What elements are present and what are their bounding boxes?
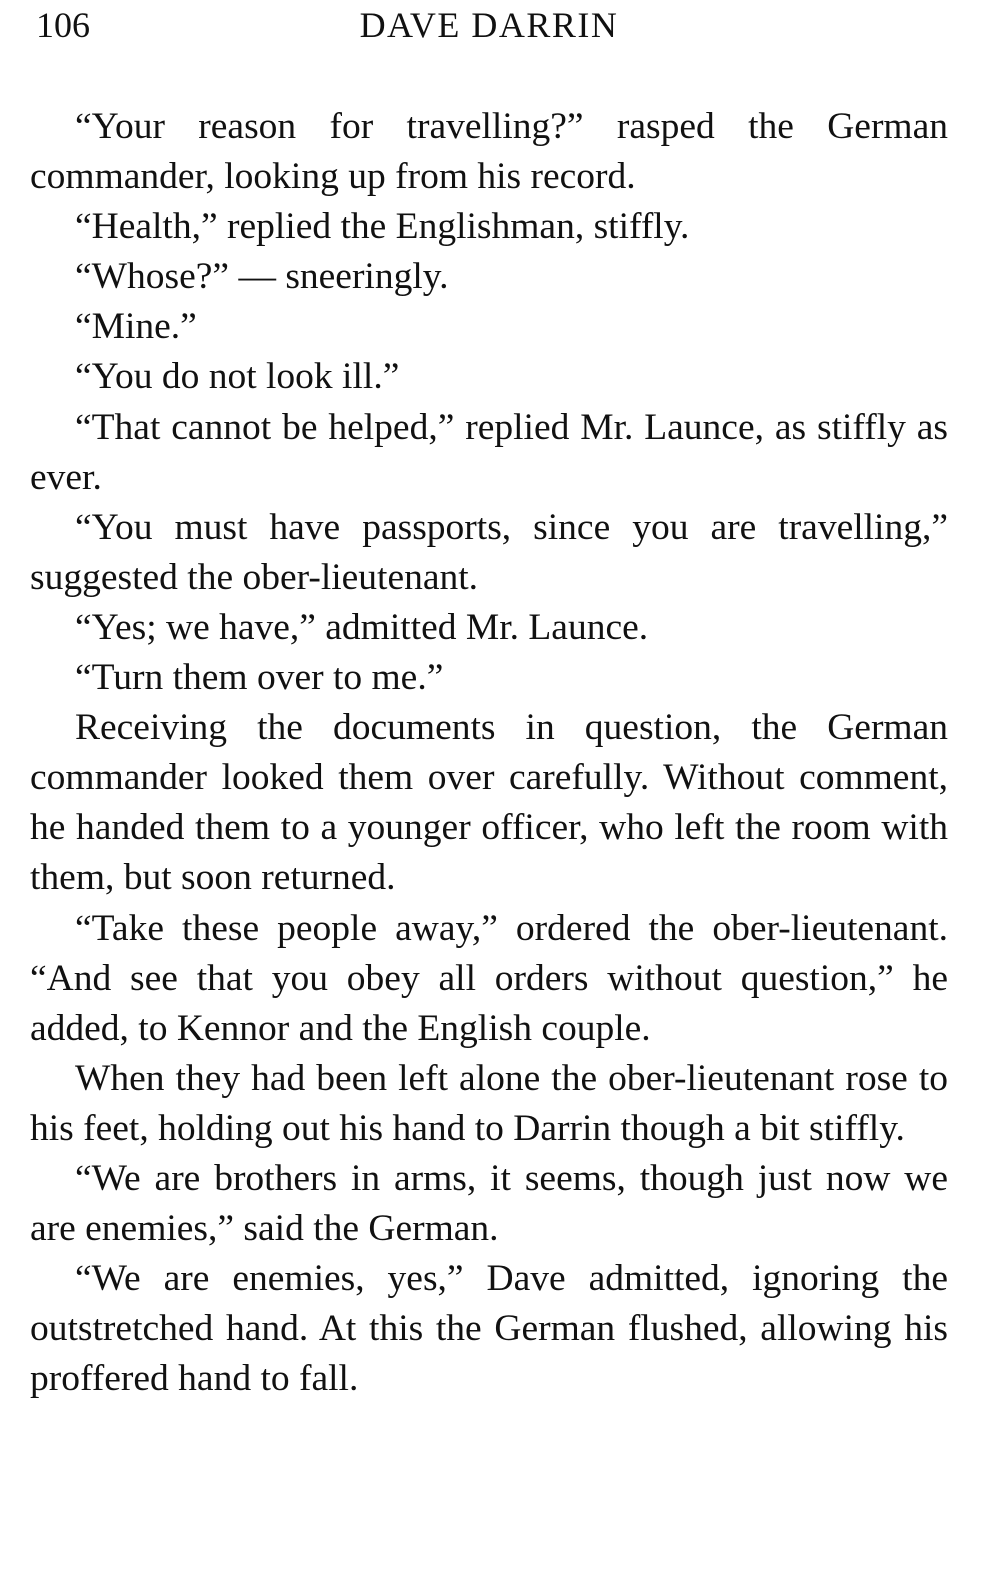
paragraph: “That cannot be helped,” replied Mr. Launce, as stiffly as ever. — [30, 406, 948, 498]
paragraph: “Mine.” — [75, 306, 197, 348]
paragraph: When they had been left alone the ober-lieutenant rose to his feet, holding out his hand to Darrin though a bit stiffly. — [30, 1057, 948, 1149]
paragraph: “Your reason for travelling?” rasped the German commander, looking up from his record. — [30, 106, 948, 198]
paragraph: “Whose?” — sneeringly. — [75, 256, 449, 298]
paragraph: “Take these people away,” ordered the ober-lieutenant. “And see that you obey all orders without question,” he added, to Kennor and the English couple. — [30, 907, 948, 1049]
paragraph: “Turn them over to me.” — [75, 657, 444, 699]
running-title: DAVE DARRIN — [359, 5, 619, 45]
paragraph: Receiving the documents in question, the German commander looked them over carefully. Without comment, he handed them to a younger officer, who left the room with them, but soon returned. — [30, 707, 948, 899]
paragraph: “You must have passports, since you are travelling,” suggested the ober-lieutenant. — [30, 506, 948, 598]
body-text — [30, 102, 948, 1404]
paragraph: “Yes; we have,” admitted Mr. Launce. — [75, 606, 649, 648]
book-page — [30, 0, 948, 1404]
paragraph: “We are brothers in arms, it seems, though just now we are enemies,” said the German. — [30, 1157, 948, 1250]
page-header — [30, 0, 948, 50]
paragraph: “We are enemies, yes,” Dave admitted, ignoring the outstretched hand. At this the German flushed, allowing his proffered hand to fall. — [30, 1258, 948, 1400]
paragraph: “Health,” replied the Englishman, stiffly. — [75, 206, 690, 248]
page-number: 106 — [36, 5, 90, 45]
paragraph: “You do not look ill.” — [75, 356, 400, 398]
